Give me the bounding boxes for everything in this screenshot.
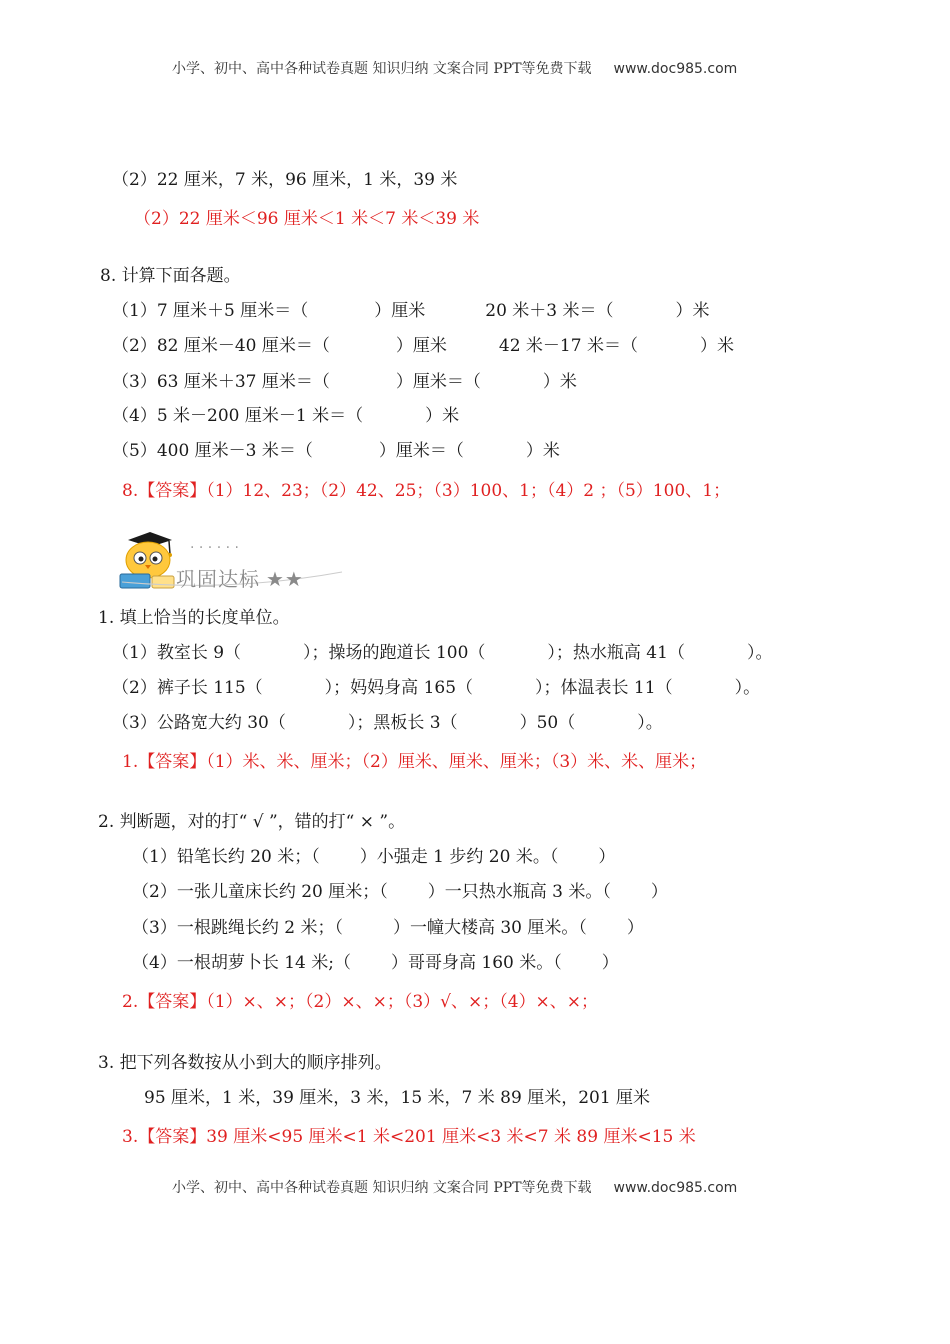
c2-answer: 2.【答案】（1）×、×；（2）×、×；（3）√、×；（4）×、×； (122, 992, 599, 1012)
c2-row-2: （2）一张儿童床长约 20 厘米；（ ）一只热水瓶高 3 米。（ ） (132, 882, 668, 902)
section-dots: · · · · · · (190, 540, 239, 556)
c2-title: 2. 判断题，对的打“ √ ”，错的打“ × ”。 (98, 812, 406, 832)
c1-row-1: （1）教室长 9（ ）；操场的跑道长 100（ ）；热水瓶高 41（ ）。 (112, 643, 773, 663)
c2-row-1: （1）铅笔长约 20 米；（ ）小强走 1 步约 20 米。（ ） (132, 847, 616, 867)
q8-row-4: （4）5 米－200 厘米－1 米＝（ ）米 (112, 406, 460, 426)
c1-title: 1. 填上恰当的长度单位。 (98, 608, 290, 628)
c2-row-4: （4）一根胡萝卜长 14 米;（ ）哥哥身高 160 米。（ ） (132, 953, 619, 973)
q8-answer: 8.【答案】（1）12、23；（2）42、25；（3）100、1；（4）2 ；（5）100、1； (122, 481, 731, 501)
footer-site: www.doc985.com (613, 1180, 738, 1196)
q8-title: 8. 计算下面各题。 (100, 266, 241, 286)
prev-answer-2: （2）22 厘米＜96 厘米＜1 米＜7 米＜39 米 (134, 209, 480, 229)
page-footer (172, 1177, 737, 1199)
section-title: 巩固达标 ★★ (176, 567, 304, 591)
c1-row-3: （3）公路宽大约 30（ ）；黑板长 3（ ）50（ ）。 (112, 713, 663, 733)
c2-row-3: （3）一根跳绳长约 2 米；（ ）一幢大楼高 30 厘米。（ ） (132, 918, 644, 938)
q8-row-5: （5）400 厘米－3 米＝（ ）厘米＝（ ）米 (112, 441, 560, 461)
footer-text: 小学、初中、高中各种试卷真题 知识归纳 文案合同 PPT等免费下载 (172, 1180, 592, 1196)
star-icons: ★★ (266, 567, 304, 591)
prev-question-2: （2）22 厘米，7 米，96 厘米，1 米，39 米 (112, 170, 458, 190)
c3-title: 3. 把下列各数按从小到大的顺序排列。 (98, 1053, 392, 1073)
c1-row-2: （2）裤子长 115（ ）；妈妈身高 165（ ）；体温表长 11（ ）。 (112, 678, 761, 698)
header-text: 小学、初中、高中各种试卷真题 知识归纳 文案合同 PPT等免费下载 (172, 61, 592, 77)
c3-answer: 3.【答案】39 厘米<95 厘米<1 米<201 厘米<3 米<7 米 89 厘米<15 米 (122, 1127, 696, 1147)
page-header (172, 58, 737, 80)
q8-row-3: （3）63 厘米＋37 厘米＝（ ）厘米＝（ ）米 (112, 372, 577, 392)
c1-answer: 1.【答案】（1）米、米、厘米；（2）厘米、厘米、厘米；（3）米、米、厘米； (122, 752, 707, 772)
q8-row-1: （1）7 厘米＋5 厘米＝（ ）厘米 20 米＋3 米＝（ ）米 (112, 301, 710, 321)
q8-row-2: （2）82 厘米－40 厘米＝（ ）厘米 42 米－17 米＝（ ）米 (112, 336, 734, 356)
c3-items: 95 厘米，1 米，39 厘米，3 米，15 米，7 米 89 厘米，201 厘米 (144, 1088, 651, 1108)
header-site: www.doc985.com (613, 61, 738, 77)
